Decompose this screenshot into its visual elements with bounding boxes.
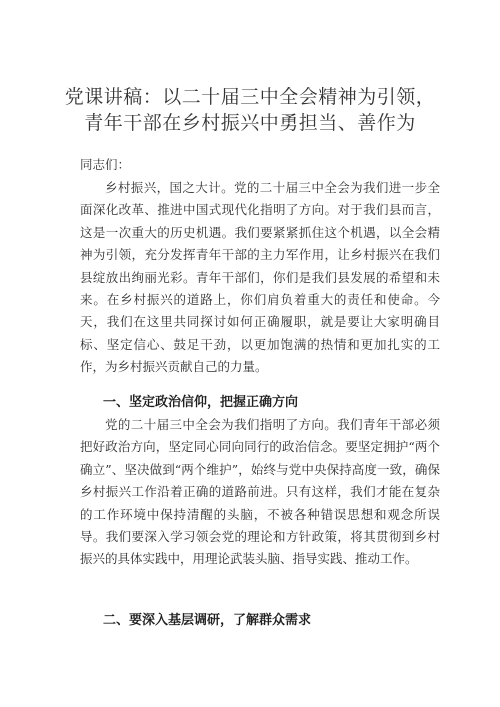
section-heading-2: 二、要深入基层调研，了解群众需求 <box>103 613 312 628</box>
document-title-line-1: 党课讲稿：以二十届三中全会精神为引领， <box>64 86 436 108</box>
body-paragraph-1: 乡村振兴，国之大计。党的二十届三中全会为我们进一步全面深化改革、推进中国式现代化指明了方向。对于我们县而言，这是一次重大的历史机遇。我们要紧紧抓住这个机遇，以全会精神为引领，充分发挥青年干部的主力军作用，让乡村振兴在我们县绽放出绚丽光彩。青年干部们，你们是我们县发展的希望和未来。在乡村振兴的道路上，你们肩负着重大的责任和使命。今天，我们在这里共同探讨如何正确履职，就是要让大家明确目标、坚定信心、鼓足干劲，以更加饱满的热情和更加扎实的工作，为乡村振兴贡献自己的力量。 <box>80 180 440 375</box>
document-title-line-2: 青年干部在乡村振兴中勇担当、善作为 <box>84 112 416 134</box>
body-paragraph-2: 党的二十届三中全会为我们指明了方向。我们青年干部必须把好政治方向，坚定同心同向同行的政治信念。要坚定拥护“两个确立”、坚决做到“两个维护”，始终与党中央保持高度一致，确保乡村振兴工作沿着正确的道路前进。只有这样，我们才能在复杂的工作环境中保持清醒的头脑，不被各种错误思想和观念所误导。我们要深入学习领会党的理论和方针政策，将其贯彻到乡村振兴的具体实践中，用理论武装头脑、指导实践、推动工作。 <box>80 417 440 567</box>
greeting: 同志们： <box>80 157 131 172</box>
section-heading-1: 一、坚定政治信仰，把握正确方向 <box>103 395 299 410</box>
